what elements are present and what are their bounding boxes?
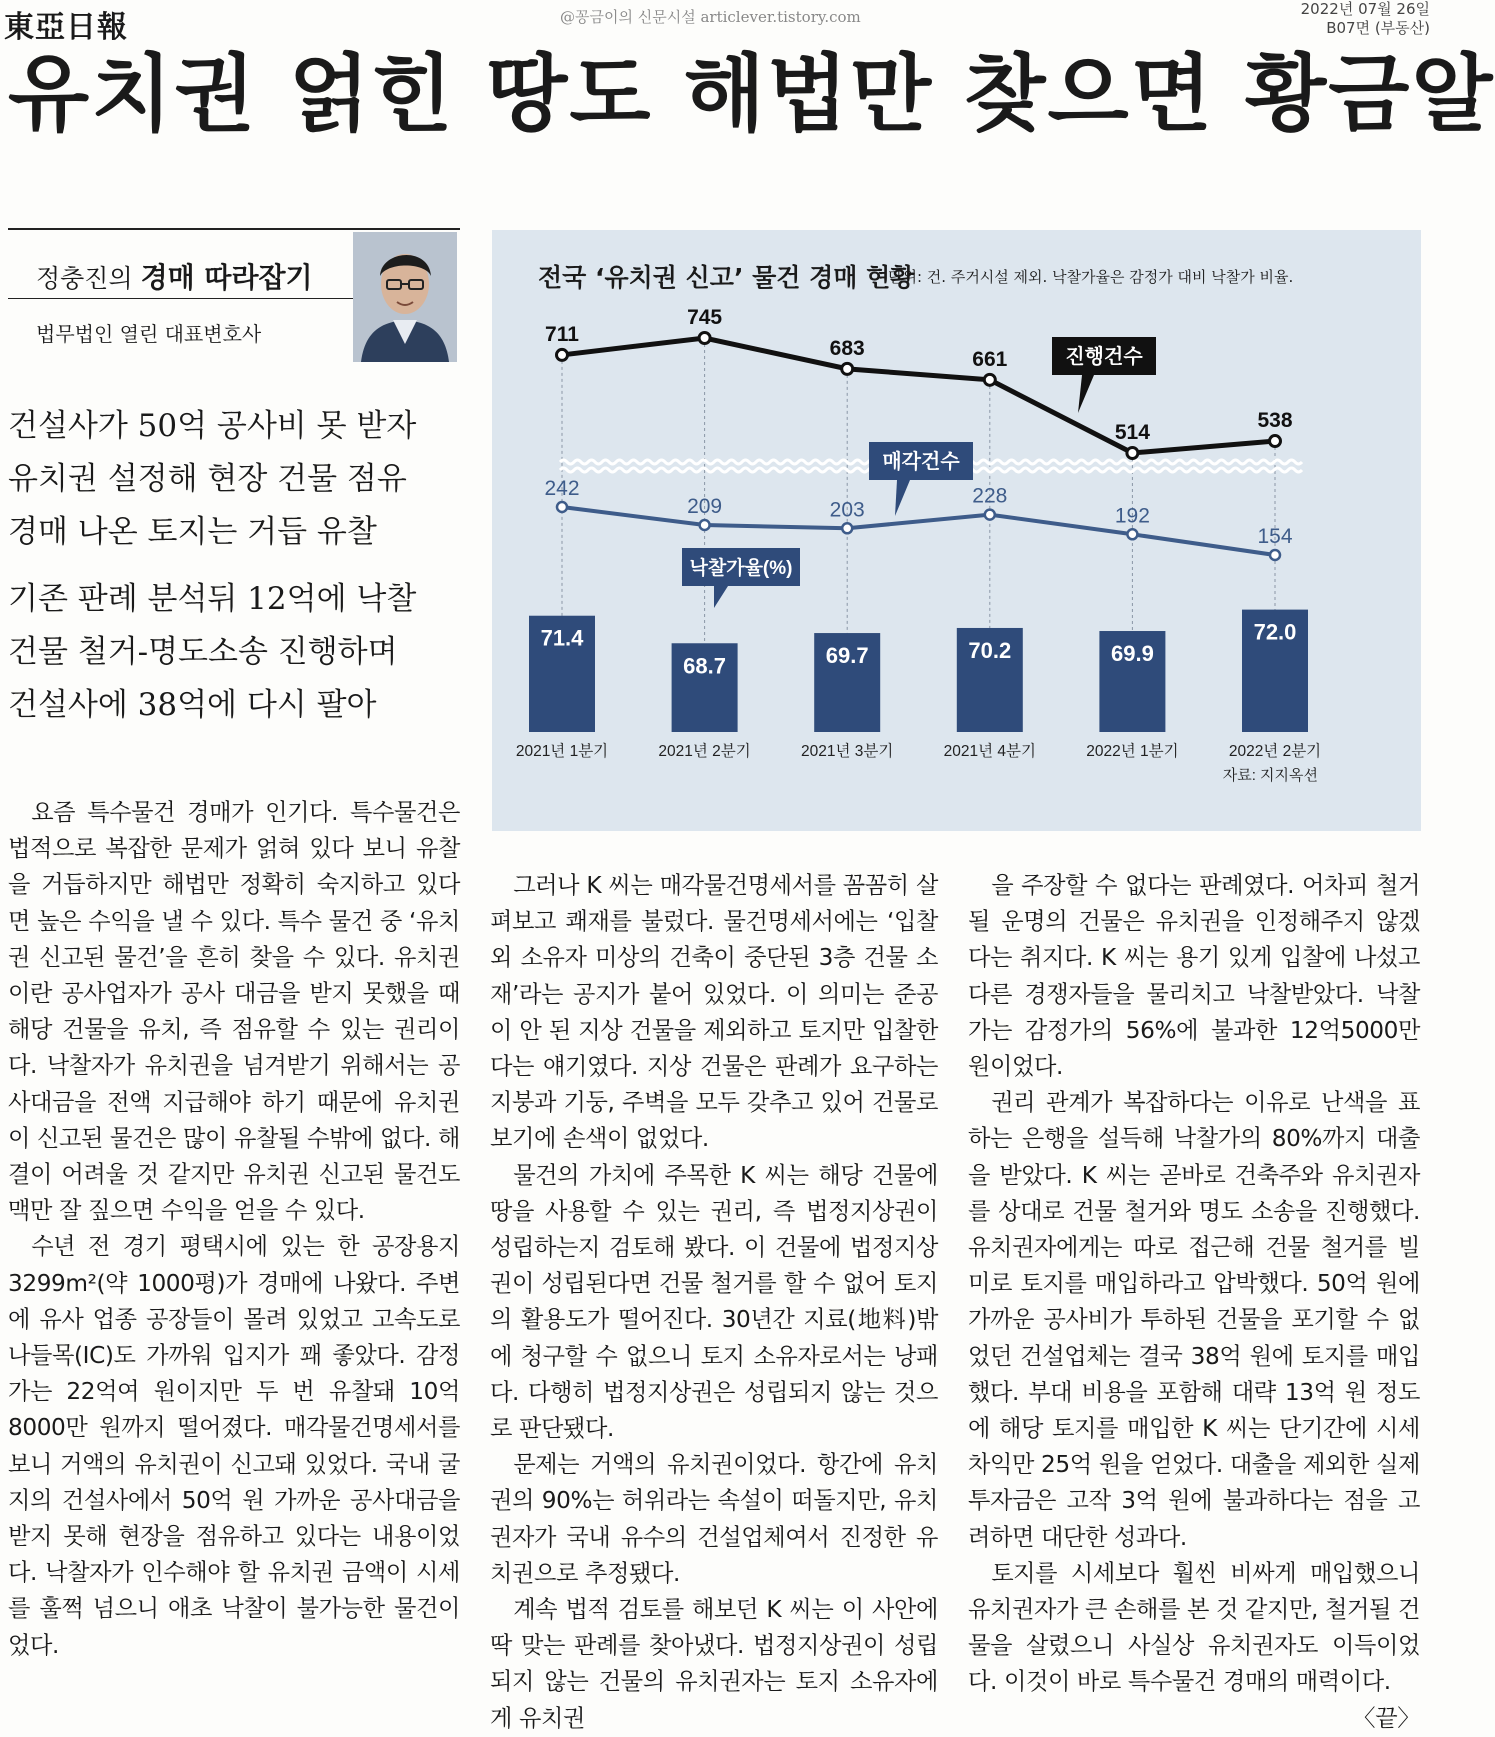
subhead-group [8, 400, 460, 559]
progress-label: 683 [829, 336, 865, 360]
column-title-main: 경매 따라잡기 [140, 261, 313, 294]
author-portrait [353, 232, 457, 362]
paragraph: 권리 관계가 복잡하다는 이유로 난색을 표하는 은행을 설득해 낙찰가의 80%까지 대출을 받았다. K 씨는 곧바로 건축주와 유치권자를 상대로 건물 철거와 명도 소송을 진행했다. 유치권자에게는 따로 접근해 건물 철거를 빌미로 토지를 매입하라고 압박했다. 50억 원에 가까운 공사비가 투하된 건물을 포기할 수 없었던 건설업체는 결국 38억 원에 토지를 매입했다. 부대 비용을 포함해 대략 13억 원 정도에 해당 토지를 매입한 K 씨는 단기간에 시세차익만 25억 원을 얻었다. 대출을 제외한 실제 투자금은 고작 3억 원에 불과하다는 점을 고려하면 대단한 성과다. [968, 1089, 1420, 1551]
sold-label: 154 [1257, 525, 1293, 548]
article-column-1 [8, 795, 460, 1664]
paper-name: 東亞日報 [4, 10, 128, 45]
category-label: 2021년 4분기 [943, 743, 1036, 760]
subhead-line: 기존 판례 분석뒤 12억에 낙찰 [8, 581, 417, 617]
progress-point [699, 333, 710, 344]
legend-rate-label: 낙찰가율(%) [689, 558, 793, 579]
article-column-3 [968, 868, 1420, 1737]
subhead-line: 건설사가 50억 공사비 못 받자 [8, 408, 417, 444]
subhead-line: 유치권 설정해 현장 건물 점유 [8, 461, 407, 497]
category-label: 2022년 2분기 [1228, 743, 1322, 760]
subhead-line: 경매 나온 토지는 거듭 유찰 [8, 514, 377, 550]
category-label: 2022년 1분기 [1086, 743, 1179, 760]
sold-point [700, 520, 710, 530]
column-author: 법무법인 열린 대표변호사 [36, 322, 262, 346]
sold-point [557, 502, 567, 512]
column-divider [8, 298, 353, 299]
sold-line [562, 507, 1275, 555]
legend-rate-pointer [714, 586, 728, 608]
chart-source: 자료: 지지옥션 [1222, 767, 1318, 784]
progress-point [1270, 436, 1281, 447]
subhead-group [8, 573, 460, 732]
progress-point [557, 349, 568, 360]
rate-label: 71.4 [540, 625, 584, 651]
progress-line [562, 338, 1275, 453]
progress-point [984, 374, 995, 385]
legend-sold-pointer [895, 480, 910, 516]
progress-label: 745 [687, 306, 723, 329]
sold-point [842, 523, 852, 533]
legend-sold-label: 매각건수 [882, 451, 960, 473]
publication-date: 2022년 07월 26일 [1300, 0, 1430, 18]
progress-label: 514 [1114, 421, 1150, 444]
column-title-prefix: 정충진의 [36, 264, 133, 293]
category-label: 2021년 3분기 [801, 743, 894, 760]
paragraph: 문제는 거액의 유치권이었다. 항간에 유치권의 90%는 허위라는 속설이 떠돌지만, 유치권자가 국내 유수의 건설업체여서 진정한 유치권으로 추정됐다. [490, 1451, 938, 1587]
category-label: 2021년 1분기 [515, 743, 609, 760]
paragraph: 을 주장할 수 없다는 판례였다. 어차피 철거될 운명의 건물은 유치권을 인정해주지 않겠다는 취지다. K 씨는 용기 있게 입찰에 나섰고 다른 경쟁자들을 물리치고 낙찰받았다. 낙찰가는 감정가의 56%에 불과한 12억5000만 원이었다. [968, 872, 1420, 1081]
paragraph: 수년 전 경기 평택시에 있는 한 공장용지 3299m²(약 1000평)가 경매에 나왔다. 주변에 유사 업종 공장들이 몰려 있었고 고속도로 나들목(IC)도 가까워 입지가 꽤 좋았다. 감정가는 22억여 원이지만 두 번 유찰돼 10억8000만 원까지 떨어졌다. 매각물건명세서를 보니 거액의 유치권이 신고돼 있었다. 국내 굴지의 건설사에서 50억 원 가까운 공사대금을 받지 못해 현장을 점유하고 있다는 내용이었다. 낙찰자가 인수해야 할 유치권 금액이 시세를 훌쩍 넘으니 애초 낙찰이 불가능한 물건이었다. [8, 1233, 460, 1659]
chart-note: 단위: 건. 주거시설 제외. 낙찰가율은 감정가 대비 낙찰가 비율. [888, 268, 1294, 286]
publication-info [1301, 0, 1430, 38]
chart-canvas [492, 230, 1421, 831]
page-section: B07면 (부동산) [1326, 19, 1430, 37]
sold-point [1127, 529, 1137, 539]
sold-label: 192 [1114, 504, 1150, 528]
sold-label: 228 [972, 484, 1008, 508]
sold-label: 209 [687, 495, 723, 518]
headline: 유치권 얽힌 땅도 해법만 찾으면 황금알 [8, 45, 1495, 143]
paragraph: 계속 법적 검토를 해보던 K 씨는 이 사안에 딱 맞는 판례를 찾아냈다. 법정지상권이 성립되지 않는 건물의 유치권자는 토지 소유자에게 유치권 [490, 1596, 938, 1732]
paragraph-text: 토지를 시세보다 훨씬 비싸게 매입했으니 유치권자가 큰 손해를 본 것 같지만, 철거될 건물을 살렸으니 사실상 유치권자도 이득이었다. 이것이 바로 특수물건 경매의 매력이다. [968, 1559, 1420, 1696]
progress-label: 538 [1257, 409, 1293, 433]
category-label: 2021년 2분기 [658, 743, 751, 760]
subhead-line: 건설사에 38억에 다시 팔아 [8, 687, 377, 723]
legend-progress-label: 진행건수 [1065, 346, 1143, 368]
subheads [8, 400, 460, 746]
column-header [8, 228, 460, 362]
sold-point [985, 510, 995, 520]
subhead-line: 건물 철거-명도소송 진행하며 [8, 634, 398, 670]
masthead [0, 0, 1438, 44]
rate-label: 70.2 [968, 637, 1012, 663]
article-column-2 [490, 868, 938, 1737]
sold-label: 242 [544, 477, 580, 500]
progress-point [1127, 448, 1138, 459]
end-mark: 〈끝〉 [1352, 1704, 1420, 1732]
paragraph [968, 1556, 1420, 1732]
column-title [36, 256, 313, 296]
rate-label: 69.7 [825, 643, 869, 669]
watermark: @꽁금이의 신문시설 articlever.tistory.com [560, 8, 861, 26]
sold-point [1270, 550, 1280, 560]
paragraph: 요즘 특수물건 경매가 인기다. 특수물건은 법적으로 복잡한 문제가 얽혀 있다 보니 유찰을 거듭하지만 해법만 정확히 숙지하고 있다면 높은 수익을 낼 수 있다. 특수 물건 중 ‘유치권 신고된 물건’을 흔히 찾을 수 있다. 유치권이란 공사업자가 공사 대금을 받지 못했을 때 해당 건물을 유치, 즉 점유할 수 있는 권리이다. 낙찰자가 유치권을 넘겨받기 위해서는 공사대금을 전액 지급해야 하기 때문에 유치권이 신고된 물건은 많이 유찰될 수밖에 없다. 해결이 어려울 것 같지만 유치권 신고된 물건도 맥만 잘 짚으면 수익을 얻을 수 있다. [8, 799, 460, 1225]
progress-point [842, 363, 853, 374]
paragraph: 물건의 가치에 주목한 K 씨는 해당 건물에 땅을 사용할 수 있는 권리, 즉 법정지상권이 성립하는지 검토해 봤다. 이 건물에 법정지상권이 성립된다면 건물 철거를 할 수 없어 토지의 활용도가 떨어진다. 30년간 지료(地料)밖에 청구할 수 없으니 토지 소유자로서는 낭패다. 다행히 법정지상권은 성립되지 않는 것으로 판단됐다. [490, 1161, 938, 1443]
paragraph: 그러나 K 씨는 매각물건명세서를 꼼꼼히 살펴보고 쾌재를 불렀다. 물건명세서에는 ‘입찰 외 소유자 미상의 건축이 중단된 3층 건물 소재’라는 공지가 붙어 있었다. 이 의미는 준공이 안 된 지상 건물을 제외하고 토지만 입찰한다는 얘기였다. 지상 건물은 판례가 요구하는 지붕과 기둥, 주벽을 모두 갖추고 있어 건물로 보기에 손색이 없었다. [490, 872, 938, 1153]
rate-label: 72.0 [1253, 619, 1297, 645]
progress-label: 711 [545, 322, 579, 346]
progress-label: 661 [972, 347, 1008, 371]
rate-label: 69.9 [1110, 641, 1154, 667]
sold-label: 203 [829, 498, 865, 522]
chart-title: 전국 ‘유치권 신고’ 물건 경매 현황 [538, 263, 915, 292]
legend-progress-pointer [1078, 375, 1094, 413]
rate-label: 68.7 [683, 653, 727, 679]
chart [492, 230, 1421, 831]
